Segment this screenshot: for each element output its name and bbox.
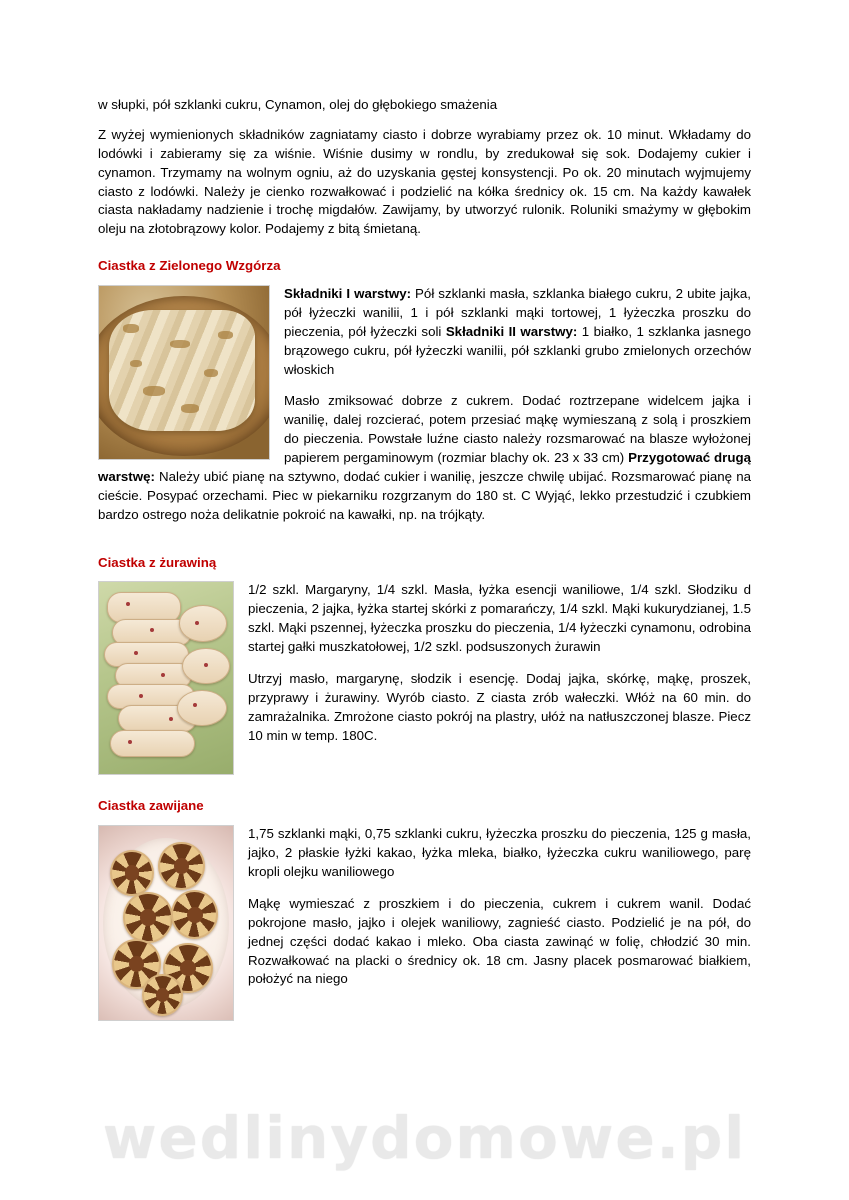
section-heading-zielone-wzgorze: Ciastka z Zielonego Wzgórza: [98, 258, 281, 274]
ingredients-label-2: Składniki II warstwy:: [445, 323, 578, 339]
section-heading-zawijane: Ciastka zawijane: [98, 798, 204, 814]
photo-ciastka-zielone-wzgorze: [98, 285, 270, 460]
section-heading-zurawina: Ciastka z żurawiną: [98, 554, 217, 570]
photo-ciastka-zawijane: [98, 825, 234, 1021]
section-zawijane: [98, 825, 751, 1027]
ingredients-zawijane: 1,75 szklanki mąki, 0,75 szklanki cukru, łyżeczka proszku do pieczenia, 125 g masła, jajko, 2 płaskie łyżki kakao, łyżka mleka, białko, łyżeczka cukru waniliowego, parę kropli olejku waniliowego: [248, 826, 751, 879]
section-zurawina: [98, 581, 751, 781]
photo-ciastka-z-zurawina: [98, 581, 234, 775]
ingredients-zurawina: 1/2 szkl. Margaryny, 1/4 szkl. Masła, łyżka esencji waniliowe, 1/4 szkl. Słodziku d pieczenia, 2 jajka, łyżka startej skórki z pomarańczy, 1/4 szkl. Mąki kukurydzianej, 1.5 szkl. Mąki pszennej, łyżeczka proszku do pieczenia, 1/4 łyżeczki cynamonu, odrobina startej gałki muszkatołowej, 1/2 szkl. podsuszonych żurawin: [248, 582, 751, 654]
ingredients-text-2: 1 białko, 1 szklanka jasnego brązowego cukru, pół łyżeczki wanilii, pół szklanki grubo zmielonych orzechów włoskich: [284, 323, 751, 377]
watermark: wedlinydomowe.pl: [102, 1104, 747, 1172]
section-zielone-wzgorze: [98, 285, 751, 538]
body-zawijane: Mąkę wymieszać z proszkiem i do pieczenia, cukrem i cukrem wanil. Dodać pokrojone masło, jajko i olejek waniliowy, zagnieść ciasto. Podzielić je na pół, do jednej części dodać kakao i mleko. Oba ciasta zawinąć w folię, chłodzić 30 min. Rozwałkować na placki o średnicy ok. 18 cm. Jasny placek posmarować białkiem, położyć na niego: [248, 895, 751, 987]
intro-paragraph: Z wyżej wymienionych składników zagniatamy ciasto i dobrze wyrabiamy przez ok. 10 minut. Wkładamy do lodówki i zabieramy się za wiśnie. Wiśnie dusimy w rondlu, by zredukował się sok. Dodajemy cukier i cynamon. Trzymamy na wolnym ogniu, aż do uzyskania gęstej konsystencji. Po ok. 20 minutach wyjmujemy ciasto z lodówki. Należy je cienko rozwałkować i podzielić na kółka średnicy ok. 15 cm. Na każdy kawałek ciasta nakładamy nadzienie i trochę migdałów. Zawijamy, by utworzyć rulonik. Roluniki smażymy w głębokim oleju na złotobrązowy kolor. Podajemy z bitą śmietaną.: [98, 126, 751, 237]
body-zurawina: Utrzyj masło, margarynę, słodzik i esencję. Dodaj jajka, skórkę, mąkę, proszek, przyprawy i żurawiny. Wyrób ciasto. Z ciasta zrób wałeczki. Włóż na 60 min. do zamrażalnika. Zmrożone ciasto pokrój na plastry, ułóż na natłuszczonej blasze. Piecz 10 min w temp. 180C.: [248, 670, 751, 743]
body-part-2: Należy ubić pianę na sztywno, dodać cukier i wanilię, jeszcze chwilę ubijać. Rozsmarować pianę na cieście. Posypać orzechami. Piec w piekarniku rozgrzanym do 180 st. C Wyjąć, lekko przestudzić i czubkiem bardzo ostrego noża delikatnie pokroić na kawałki, np. na trójkąty.: [98, 468, 751, 522]
body-bold: Przygotować drugą warstwę:: [98, 450, 751, 484]
body-part-1: Masło zmiksować dobrze z cukrem. Dodać roztrzepane widelcem jajka i wanilię, dalej rozcierać, potem przesiać mąkę wymieszaną z solą i proszkiem do pieczenia. Powstałe luźne ciasto należy rozsmarować na blasze wyłożonej papierem pergaminowym (rozmiar blachy ok. 23 x 33 cm): [284, 393, 751, 465]
ingredients-text-1: Pół szklanki masła, szklanka białego cukru, 2 ubite jajka, pół łyżeczki wanilii, 1 i pół szklanki mąki tortowej, 1 łyżeczka proszku do pieczenia, pół łyżeczki soli: [284, 286, 751, 339]
document-body: [98, 96, 751, 1027]
intro-fragment: w słupki, pół szklanki cukru, Cynamon, olej do głębokiego smażenia: [98, 97, 498, 112]
ingredients-label-1: Składniki I warstwy:: [284, 286, 412, 301]
